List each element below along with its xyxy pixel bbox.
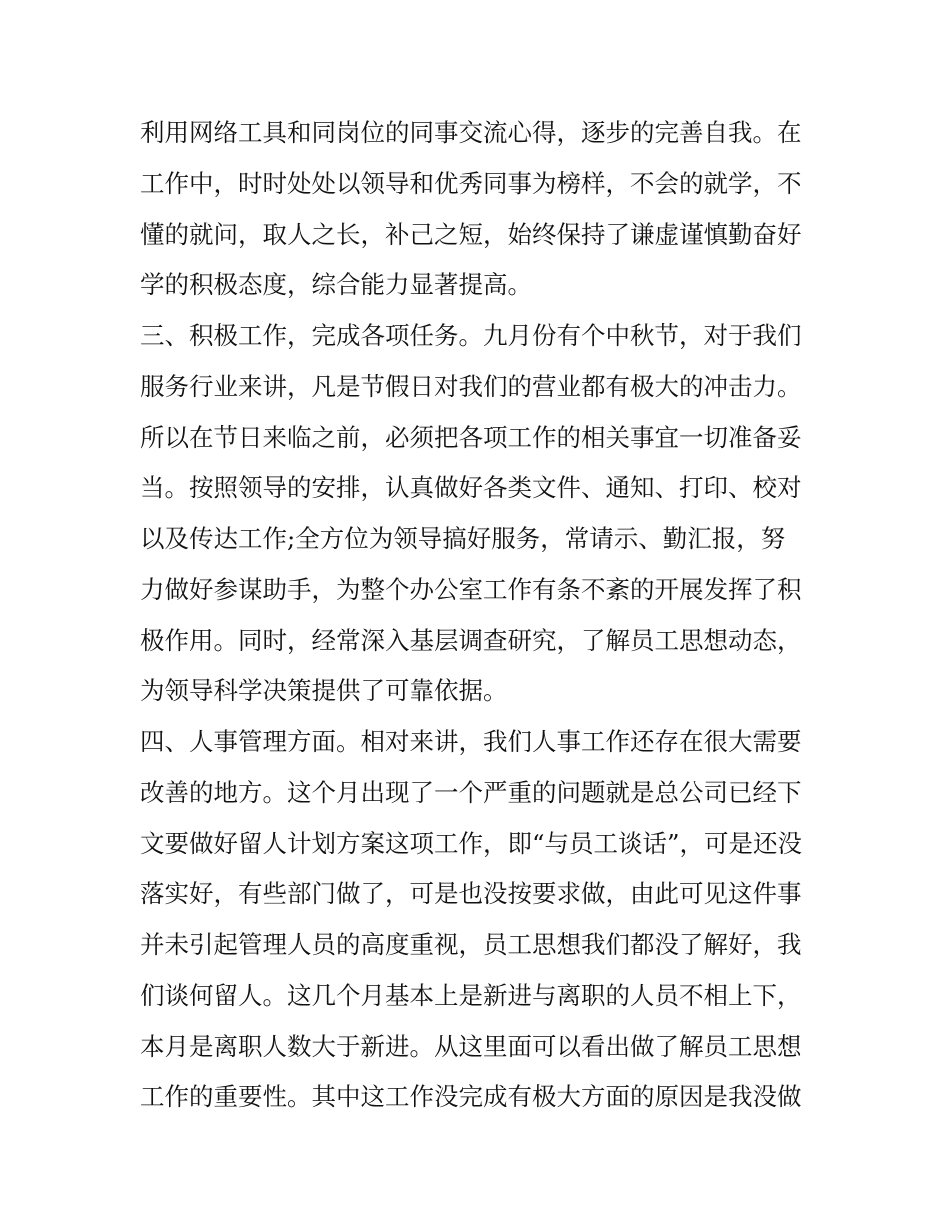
- text-line: 工作中，时时处处以领导和优秀同事为榜样，不会的就学，不: [140, 168, 802, 198]
- text-line: 力做好参谋助手，为整个办公室工作有条不紊的开展发挥了积: [140, 574, 802, 604]
- text-line: 本月是离职人数大于新进。从这里面可以看出做了解员工思想: [140, 1031, 802, 1061]
- text-line: 懂的就问，取人之长，补己之短，始终保持了谦虚谨慎勤奋好: [140, 219, 802, 249]
- text-line: 三、积极工作，完成各项任务。九月份有个中秋节，对于我们: [140, 321, 802, 350]
- text-line: 极作用。同时，经常深入基层调查研究，了解员工思想动态，: [140, 625, 802, 655]
- text-line: 并未引起管理人员的高度重视，员工思想我们都没了解好，我: [140, 930, 802, 959]
- text-line: 当。按照领导的安排，认真做好各类文件、通知、打印、校对: [140, 473, 802, 503]
- text-line: 所以在节日来临之前，必须把各项工作的相关事宜一切准备妥: [140, 422, 802, 452]
- text-line: 改善的地方。这个月出现了一个严重的问题就是总公司已经下: [140, 777, 802, 807]
- text-line: 为领导科学决策提供了可靠依据。: [140, 676, 508, 706]
- text-line: 以及传达工作;全方位为领导搞好服务，常请示、勤汇报，努: [140, 524, 786, 553]
- text-line: 落实好，有些部门做了，可是也没按要求做，由此可见这件事: [140, 879, 802, 909]
- text-line: 学的积极态度，综合能力显著提高。: [140, 270, 532, 300]
- text-line: 文要做好留人计划方案这项工作，即“与员工谈话”，可是还没: [140, 828, 803, 858]
- text-line: 们谈何留人。这几个月基本上是新进与离职的人员不相上下，: [140, 980, 802, 1010]
- text-line: 服务行业来讲，凡是节假日对我们的营业都有极大的冲击力。: [140, 371, 802, 401]
- body-text: [140, 108, 820, 1123]
- text-line: 利用网络工具和同岗位的同事交流心得，逐步的完善自我。在: [140, 118, 802, 147]
- text-line: 四、人事管理方面。相对来讲，我们人事工作还存在很大需要: [140, 727, 802, 756]
- text-line: 工作的重要性。其中这工作没完成有极大方面的原因是我没做: [140, 1082, 802, 1112]
